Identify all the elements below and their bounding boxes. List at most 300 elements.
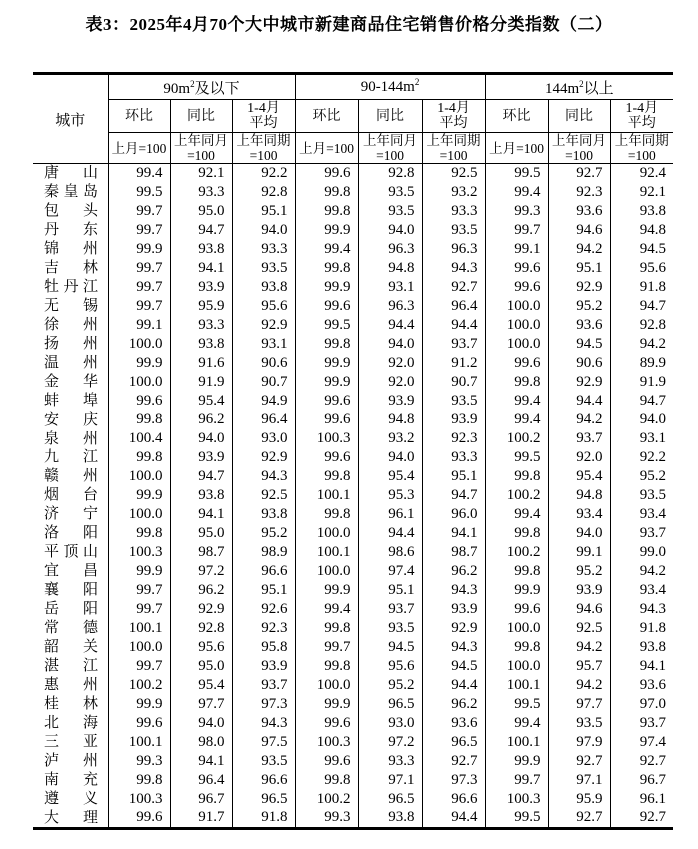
index-value-cell: 92.9 [422,619,485,638]
index-value-cell: 95.4 [548,467,610,486]
index-value-cell: 99.7 [108,600,170,619]
index-value-cell: 93.6 [548,316,610,335]
index-value-cell: 94.8 [548,486,610,505]
index-value-cell: 99.8 [485,467,548,486]
index-value-cell: 95.6 [170,638,232,657]
index-value-cell: 100.0 [485,657,548,676]
index-value-cell: 93.8 [170,486,232,505]
index-value-cell: 97.0 [610,695,673,714]
index-value-cell: 100.0 [485,297,548,316]
index-value-cell: 99.1 [485,240,548,259]
index-value-cell: 93.5 [548,714,610,733]
index-value-cell: 94.7 [610,391,673,410]
index-value-cell: 99.8 [485,372,548,391]
index-value-cell: 93.3 [358,752,422,771]
table-row [33,316,673,335]
index-value-cell: 93.3 [170,183,232,202]
index-value-cell: 92.3 [422,429,485,448]
index-value-cell: 92.2 [232,164,295,183]
table-row [33,372,673,391]
index-value-cell: 95.4 [358,467,422,486]
index-value-cell: 99.4 [108,164,170,183]
index-value-cell: 90.6 [232,354,295,373]
base-prev-month: 上月=100 [295,133,358,164]
index-value-cell: 92.5 [422,164,485,183]
index-value-cell: 97.1 [358,771,422,790]
index-value-cell: 94.1 [422,524,485,543]
index-value-cell: 92.7 [422,278,485,297]
index-value-cell: 93.3 [232,240,295,259]
index-value-cell: 100.3 [295,733,358,752]
index-value-cell: 92.7 [422,752,485,771]
index-value-cell: 94.0 [358,335,422,354]
index-value-cell: 93.5 [422,221,485,240]
index-value-cell: 96.5 [232,789,295,808]
index-value-cell: 93.7 [610,714,673,733]
index-value-cell: 90.6 [548,354,610,373]
index-value-cell: 93.7 [232,676,295,695]
index-value-cell: 99.4 [485,714,548,733]
index-value-cell: 95.1 [422,467,485,486]
index-value-cell: 98.7 [170,543,232,562]
index-value-cell: 94.3 [232,714,295,733]
table-row [33,733,673,752]
index-value-cell: 93.5 [232,259,295,278]
index-value-cell: 99.9 [295,278,358,297]
city-name: 包 头 [33,202,108,221]
city-name: 丹 东 [33,221,108,240]
index-value-cell: 99.7 [108,259,170,278]
index-value-cell: 96.4 [232,410,295,429]
index-value-cell: 96.5 [358,789,422,808]
index-value-cell: 95.2 [548,297,610,316]
index-value-cell: 94.5 [422,657,485,676]
index-value-cell: 100.0 [295,562,358,581]
index-value-cell: 99.5 [485,448,548,467]
index-value-cell: 96.2 [170,581,232,600]
group-header-over-144: $144m^2$以上 [485,74,673,100]
page-title: 表3：2025年4月70个大中城市新建商品住宅销售价格分类指数（二） [85,15,613,34]
index-value-cell: 92.9 [548,278,610,297]
index-value-cell: 92.9 [170,600,232,619]
city-name: 蚌 埠 [33,391,108,410]
index-value-cell: 91.8 [232,808,295,828]
index-value-cell: 96.6 [232,562,295,581]
index-value-cell: 93.2 [422,183,485,202]
index-value-cell: 100.0 [485,316,548,335]
table-row [33,657,673,676]
metric-yoy: 同比 [170,100,232,133]
index-value-cell: 96.6 [232,771,295,790]
index-value-cell: 95.0 [170,524,232,543]
index-value-cell: 94.4 [422,808,485,828]
index-value-cell: 92.8 [358,164,422,183]
base-same-month-last-year: 上年同月 =100 [548,133,610,164]
index-value-cell: 94.0 [610,410,673,429]
index-value-cell: 93.9 [170,278,232,297]
index-value-cell: 94.1 [170,259,232,278]
index-value-cell: 94.0 [232,221,295,240]
index-value-cell: 99.9 [108,354,170,373]
index-value-cell: 92.7 [548,808,610,828]
city-name: 烟 台 [33,486,108,505]
index-value-cell: 97.4 [358,562,422,581]
index-value-cell: 99.8 [295,771,358,790]
index-value-cell: 93.3 [170,316,232,335]
city-name: 韶 关 [33,638,108,657]
header-row-bases [33,133,673,164]
index-value-cell: 95.4 [170,391,232,410]
index-value-cell: 99.9 [295,695,358,714]
group-header-90-144: $90-144m^2$ [295,74,485,100]
city-name: 泉 州 [33,429,108,448]
table-row [33,297,673,316]
index-value-cell: 99.7 [108,221,170,240]
index-value-cell: 95.4 [170,676,232,695]
city-name: 扬 州 [33,335,108,354]
index-value-cell: 96.4 [170,771,232,790]
index-value-cell: 99.8 [295,335,358,354]
index-value-cell: 92.7 [610,752,673,771]
index-value-cell: 94.1 [610,657,673,676]
city-name: 牡 丹 江 [33,278,108,297]
index-value-cell: 94.4 [358,524,422,543]
index-value-cell: 99.7 [485,771,548,790]
table-row [33,240,673,259]
index-value-cell: 100.1 [108,733,170,752]
index-value-cell: 94.0 [170,429,232,448]
index-value-cell: 92.9 [548,372,610,391]
header-row-metrics [33,100,673,133]
index-value-cell: 94.5 [548,335,610,354]
index-value-cell: 92.7 [610,808,673,828]
index-value-cell: 94.9 [232,391,295,410]
index-value-cell: 93.5 [358,183,422,202]
city-name: 泸 州 [33,752,108,771]
index-value-cell: 95.1 [232,581,295,600]
index-value-cell: 94.2 [548,410,610,429]
index-value-cell: 99.5 [485,695,548,714]
index-value-cell: 99.9 [295,581,358,600]
metric-yoy: 同比 [548,100,610,133]
index-value-cell: 92.0 [548,448,610,467]
index-value-cell: 100.1 [485,676,548,695]
index-value-cell: 95.6 [610,259,673,278]
table-row [33,429,673,448]
index-value-cell: 99.7 [108,581,170,600]
index-value-cell: 97.2 [170,562,232,581]
index-value-cell: 93.7 [422,335,485,354]
index-value-cell: 100.4 [108,429,170,448]
metric-avg: 1-4月 平均 [422,100,485,133]
index-value-cell: 94.7 [422,486,485,505]
index-value-cell: 96.6 [422,789,485,808]
table-row [33,505,673,524]
price-index-table [33,72,673,830]
index-value-cell: 91.9 [170,372,232,391]
index-value-cell: 91.6 [170,354,232,373]
index-value-cell: 99.3 [108,752,170,771]
index-value-cell: 99.9 [295,221,358,240]
index-value-cell: 99.3 [295,808,358,828]
index-value-cell: 94.2 [548,240,610,259]
index-value-cell: 94.6 [548,600,610,619]
index-value-cell: 93.5 [358,202,422,221]
index-value-cell: 99.6 [295,164,358,183]
table-row [33,600,673,619]
index-value-cell: 93.7 [358,600,422,619]
index-value-cell: 93.8 [610,202,673,221]
index-value-cell: 97.9 [548,733,610,752]
index-value-cell: 94.2 [548,638,610,657]
index-value-cell: 93.0 [232,429,295,448]
table-row [33,467,673,486]
index-value-cell: 93.4 [610,581,673,600]
base-same-period-last-year: 上年同期 =100 [232,133,295,164]
table-row [33,619,673,638]
index-value-cell: 99.4 [295,240,358,259]
index-value-cell: 94.3 [232,467,295,486]
index-value-cell: 100.1 [295,543,358,562]
table-row [33,354,673,373]
table-row [33,221,673,240]
metric-avg: 1-4月 平均 [610,100,673,133]
index-value-cell: 99.9 [485,752,548,771]
index-value-cell: 99.8 [108,771,170,790]
index-value-cell: 99.9 [108,486,170,505]
index-value-cell: 100.1 [108,619,170,638]
index-value-cell: 94.5 [610,240,673,259]
index-value-cell: 92.4 [610,164,673,183]
city-name: 湛 江 [33,657,108,676]
index-value-cell: 90.7 [422,372,485,391]
index-value-cell: 100.2 [108,676,170,695]
city-name: 大 理 [33,808,108,828]
index-value-cell: 99.8 [485,562,548,581]
index-value-cell: 91.7 [170,808,232,828]
index-value-cell: 94.4 [548,391,610,410]
index-value-cell: 99.8 [295,657,358,676]
index-value-cell: 96.3 [358,240,422,259]
index-value-cell: 94.0 [358,221,422,240]
index-value-cell: 93.1 [358,278,422,297]
index-value-cell: 96.7 [170,789,232,808]
index-value-cell: 93.9 [232,657,295,676]
index-value-cell: 93.8 [358,808,422,828]
index-value-cell: 91.9 [610,372,673,391]
table-row [33,486,673,505]
base-prev-month: 上月=100 [485,133,548,164]
index-value-cell: 100.0 [108,638,170,657]
index-value-cell: 95.6 [232,297,295,316]
index-value-cell: 93.3 [422,448,485,467]
index-value-cell: 99.5 [485,164,548,183]
index-value-cell: 89.9 [610,354,673,373]
index-value-cell: 96.0 [422,505,485,524]
index-value-cell: 92.6 [232,600,295,619]
index-value-cell: 99.7 [108,278,170,297]
index-value-cell: 100.2 [485,429,548,448]
index-value-cell: 93.8 [232,278,295,297]
index-value-cell: 99.6 [485,354,548,373]
index-value-cell: 93.5 [232,752,295,771]
index-value-cell: 92.1 [170,164,232,183]
city-name: 赣 州 [33,467,108,486]
index-value-cell: 91.2 [422,354,485,373]
index-value-cell: 99.4 [485,183,548,202]
index-value-cell: 99.7 [295,638,358,657]
index-value-cell: 99.8 [108,448,170,467]
index-value-cell: 93.7 [610,524,673,543]
index-value-cell: 99.8 [295,259,358,278]
index-value-cell: 99.6 [295,391,358,410]
index-value-cell: 99.8 [295,505,358,524]
index-value-cell: 99.7 [485,221,548,240]
index-value-cell: 99.6 [295,752,358,771]
index-value-cell: 93.8 [170,335,232,354]
index-value-cell: 94.1 [170,752,232,771]
index-value-cell: 93.6 [422,714,485,733]
index-value-cell: 94.0 [170,714,232,733]
index-value-cell: 99.8 [485,638,548,657]
index-value-cell: 94.2 [610,335,673,354]
city-name: 秦 皇 岛 [33,183,108,202]
index-value-cell: 100.2 [485,543,548,562]
index-value-cell: 93.6 [548,202,610,221]
city-name: 襄 阳 [33,581,108,600]
index-value-cell: 96.5 [358,695,422,714]
index-value-cell: 97.3 [232,695,295,714]
index-value-cell: 99.6 [485,278,548,297]
index-value-cell: 94.2 [548,676,610,695]
index-value-cell: 100.0 [108,372,170,391]
index-value-cell: 95.0 [170,202,232,221]
index-value-cell: 95.1 [232,202,295,221]
index-value-cell: 92.3 [548,183,610,202]
price-index-table-wrap [33,72,698,830]
index-value-cell: 90.7 [232,372,295,391]
city-name: 岳 阳 [33,600,108,619]
index-value-cell: 94.5 [358,638,422,657]
index-value-cell: 95.7 [548,657,610,676]
table-header [33,74,673,164]
index-value-cell: 93.1 [610,429,673,448]
index-value-cell: 100.0 [108,467,170,486]
index-value-cell: 94.1 [170,505,232,524]
index-value-cell: 99.8 [295,619,358,638]
index-value-cell: 92.5 [232,486,295,505]
index-value-cell: 99.5 [485,808,548,828]
city-name: 宜 昌 [33,562,108,581]
index-value-cell: 92.7 [548,164,610,183]
table-row [33,752,673,771]
table-row [33,808,673,828]
table-row [33,278,673,297]
index-value-cell: 100.0 [485,335,548,354]
index-value-cell: 99.8 [295,467,358,486]
index-value-cell: 99.6 [295,714,358,733]
index-value-cell: 95.8 [232,638,295,657]
index-value-cell: 92.9 [232,316,295,335]
index-value-cell: 99.7 [108,202,170,221]
city-column-header: 城市 [33,74,108,164]
city-name: 南 充 [33,771,108,790]
group-header-under-90: $90m^2$及以下 [108,74,295,100]
index-value-cell: 97.4 [610,733,673,752]
index-value-cell: 94.3 [610,600,673,619]
table-row [33,714,673,733]
table-row [33,335,673,354]
city-name: 金 华 [33,372,108,391]
index-value-cell: 99.6 [485,600,548,619]
index-value-cell: 93.7 [548,429,610,448]
city-name: 九 江 [33,448,108,467]
index-value-cell: 99.4 [295,600,358,619]
index-value-cell: 100.2 [295,789,358,808]
index-value-cell: 99.6 [108,391,170,410]
index-value-cell: 96.2 [422,562,485,581]
index-value-cell: 96.3 [358,297,422,316]
index-value-cell: 98.6 [358,543,422,562]
index-value-cell: 95.2 [232,524,295,543]
index-value-cell: 96.2 [422,695,485,714]
table-row [33,581,673,600]
index-value-cell: 95.1 [548,259,610,278]
city-name: 洛 阳 [33,524,108,543]
index-value-cell: 99.9 [295,354,358,373]
table-row [33,448,673,467]
index-value-cell: 94.8 [358,410,422,429]
index-value-cell: 94.8 [358,259,422,278]
index-value-cell: 99.8 [485,524,548,543]
index-value-cell: 99.5 [108,183,170,202]
city-name: 遵 义 [33,789,108,808]
index-value-cell: 93.3 [422,202,485,221]
metric-mom: 环比 [485,100,548,133]
index-value-cell: 99.8 [108,410,170,429]
city-name: 安 庆 [33,410,108,429]
index-value-cell: 91.8 [610,278,673,297]
index-value-cell: 95.0 [170,657,232,676]
city-name: 三 亚 [33,733,108,752]
city-name: 惠 州 [33,676,108,695]
index-value-cell: 100.0 [108,335,170,354]
index-value-cell: 99.6 [485,259,548,278]
table-row [33,771,673,790]
table-row [33,164,673,183]
index-value-cell: 92.0 [358,354,422,373]
table-body [33,164,673,829]
index-value-cell: 96.1 [610,789,673,808]
table-row [33,183,673,202]
index-value-cell: 93.5 [610,486,673,505]
index-value-cell: 92.2 [610,448,673,467]
index-value-cell: 94.4 [422,316,485,335]
index-value-cell: 93.2 [358,429,422,448]
index-value-cell: 96.3 [422,240,485,259]
index-value-cell: 99.1 [108,316,170,335]
index-value-cell: 99.6 [108,714,170,733]
index-value-cell: 98.9 [232,543,295,562]
base-same-period-last-year: 上年同期 =100 [610,133,673,164]
index-value-cell: 93.5 [358,619,422,638]
table-row [33,410,673,429]
index-value-cell: 99.1 [548,543,610,562]
index-value-cell: 100.2 [485,486,548,505]
city-name: 锦 州 [33,240,108,259]
index-value-cell: 100.0 [108,505,170,524]
index-value-cell: 99.5 [295,316,358,335]
